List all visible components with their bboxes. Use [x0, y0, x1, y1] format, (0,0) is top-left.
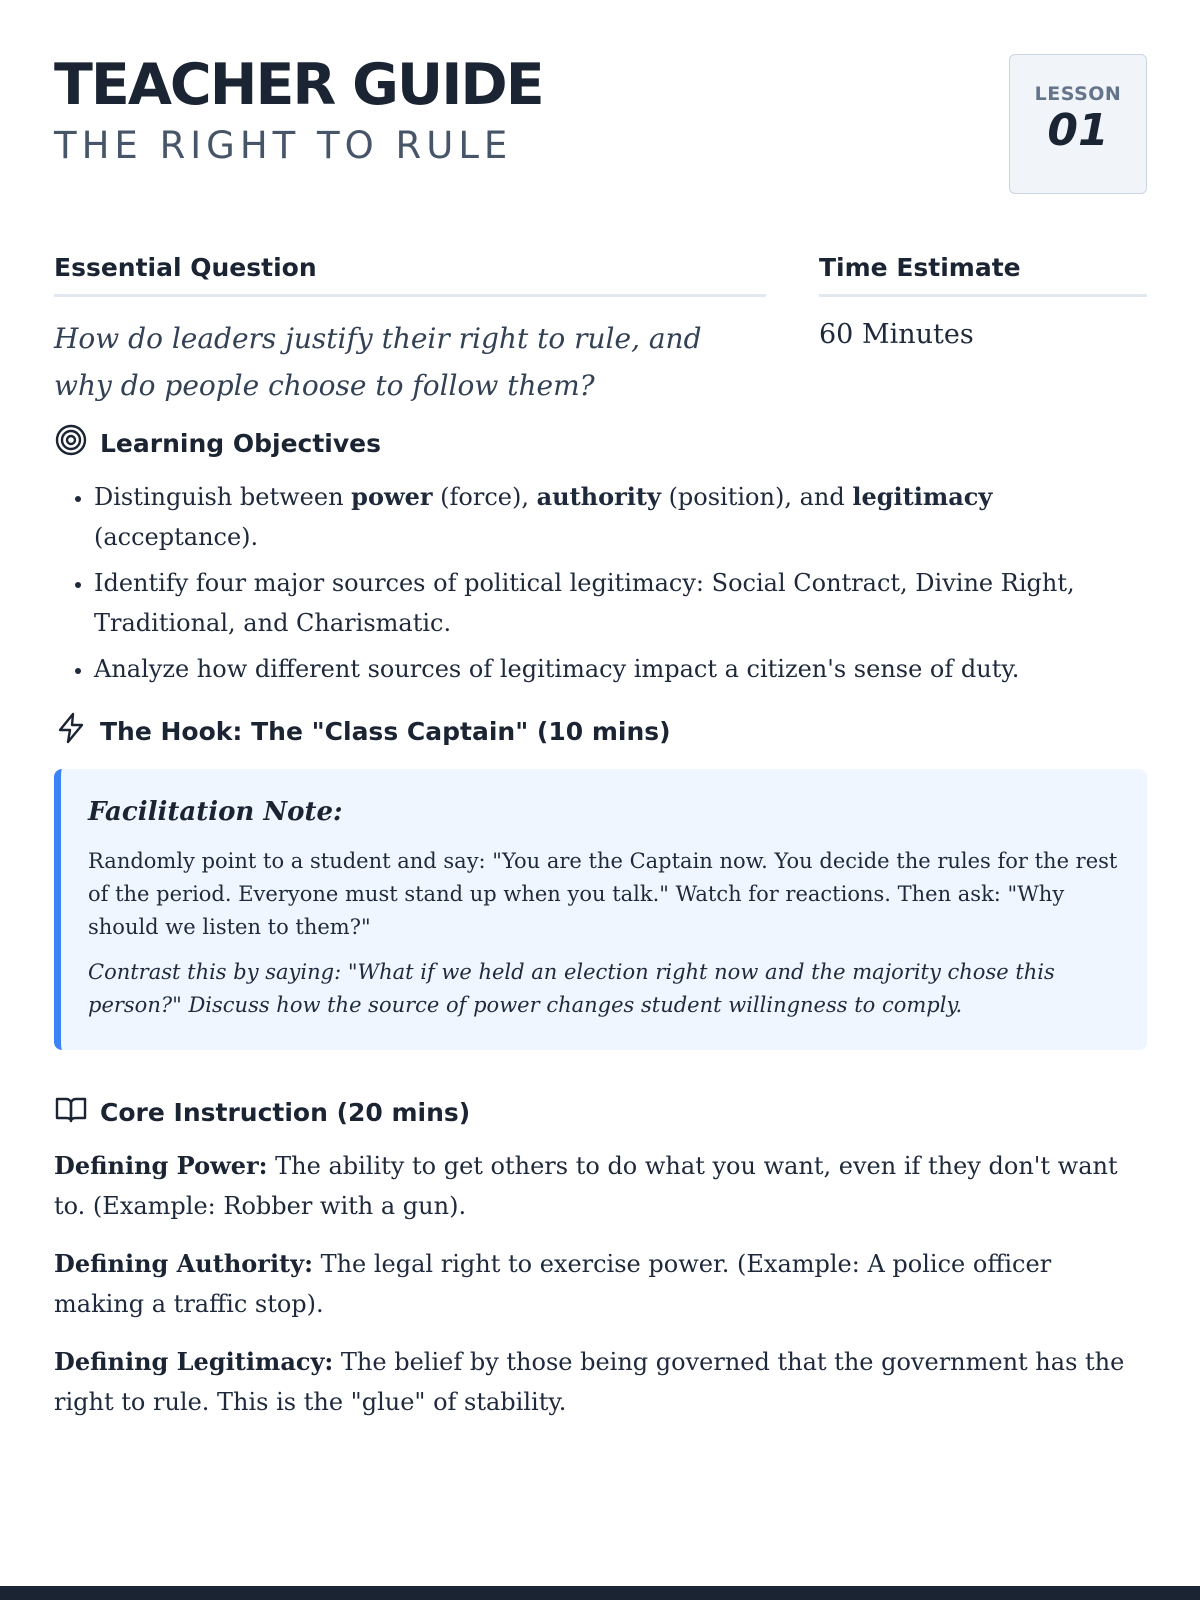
- objective-text: (position), and: [660, 483, 853, 511]
- note-body: Randomly point to a student and say: "You are the Captain now. You decide the rules for the rest of the period. Everyone must stand up when you talk." Watch for reactions. Then ask: "Why should we listen to them?": [88, 849, 1118, 939]
- book-open-icon: [54, 1092, 88, 1132]
- objective-text: Distinguish between: [94, 483, 352, 511]
- time-estimate-value: 60 Minutes: [819, 319, 974, 350]
- note-title: Facilitation Note:: [88, 797, 343, 827]
- page-subtitle: THE RIGHT TO RULE: [54, 124, 513, 167]
- definitions: [54, 1146, 1147, 1422]
- info-row: [54, 215, 1147, 423]
- definition-term: Defining Authority:: [54, 1249, 313, 1278]
- learning-objectives-heading: Learning Objectives: [100, 428, 381, 458]
- term-power: power: [351, 482, 433, 511]
- page-header: [54, 0, 1147, 215]
- lesson-badge: [1009, 54, 1147, 194]
- hook-section: [54, 711, 1147, 1050]
- objective-item: • Identify four major sources of political legitimacy: Social Contract, Divine Right, Traditional, and Charismatic.: [94, 563, 1147, 643]
- target-icon: [54, 423, 88, 463]
- lightning-icon: [54, 711, 88, 751]
- definition-term: Defining Legitimacy:: [54, 1347, 334, 1376]
- note-contrast: Contrast this by saying: "What if we held an election right now and the majority chose this person?" Discuss how the source of power changes student willingness to comply.: [88, 960, 1055, 1017]
- objectives-list: [54, 477, 1147, 689]
- hook-header: [54, 711, 1147, 751]
- facilitation-note: [54, 769, 1147, 1050]
- objective-item: • Analyze how different sources of legitimacy impact a citizen's sense of duty.: [94, 649, 1147, 689]
- time-estimate-heading: Time Estimate: [819, 215, 1147, 297]
- essential-question-text: How do leaders justify their right to rule, and why do people choose to follow them?: [54, 322, 702, 402]
- hook-heading: The Hook: The "Class Captain" (10 mins): [100, 716, 671, 746]
- core-instruction-header: [54, 1092, 1147, 1132]
- page-title: TEACHER GUIDE: [54, 52, 543, 118]
- definition-text: The legal right to exercise power. (Example: A police officer making a traffic stop).: [54, 1250, 1052, 1318]
- essential-question-section: [54, 215, 766, 409]
- definition-power: [54, 1146, 1147, 1226]
- core-instruction-section: [54, 1092, 1147, 1422]
- objective-text: (acceptance).: [94, 523, 259, 551]
- core-instruction-heading: Core Instruction (20 mins): [100, 1097, 471, 1127]
- definition-text: The ability to get others to do what you want, even if they don't want to. (Example: Robber with a gun).: [54, 1152, 1118, 1220]
- term-legitimacy: legitimacy: [852, 482, 993, 511]
- essential-question-heading: Essential Question: [54, 215, 766, 297]
- definition-term: Defining Power:: [54, 1151, 268, 1180]
- learning-objectives-header: [54, 423, 1147, 463]
- objective-text: (force),: [432, 483, 537, 511]
- footer-bar: [0, 1586, 1200, 1600]
- definition-legitimacy: [54, 1342, 1147, 1422]
- time-estimate-section: [819, 215, 1147, 350]
- definition-text: The belief by those being governed that the government has the right to rule. This is the "glue" of stability.: [54, 1348, 1125, 1416]
- term-authority: authority: [536, 482, 661, 511]
- learning-objectives-section: [54, 423, 1147, 689]
- objective-item: [94, 477, 1147, 557]
- lesson-label: LESSON: [1034, 83, 1122, 105]
- lesson-number: 01: [1047, 105, 1109, 156]
- definition-authority: [54, 1244, 1147, 1324]
- teacher-guide-page: [54, 0, 1147, 1440]
